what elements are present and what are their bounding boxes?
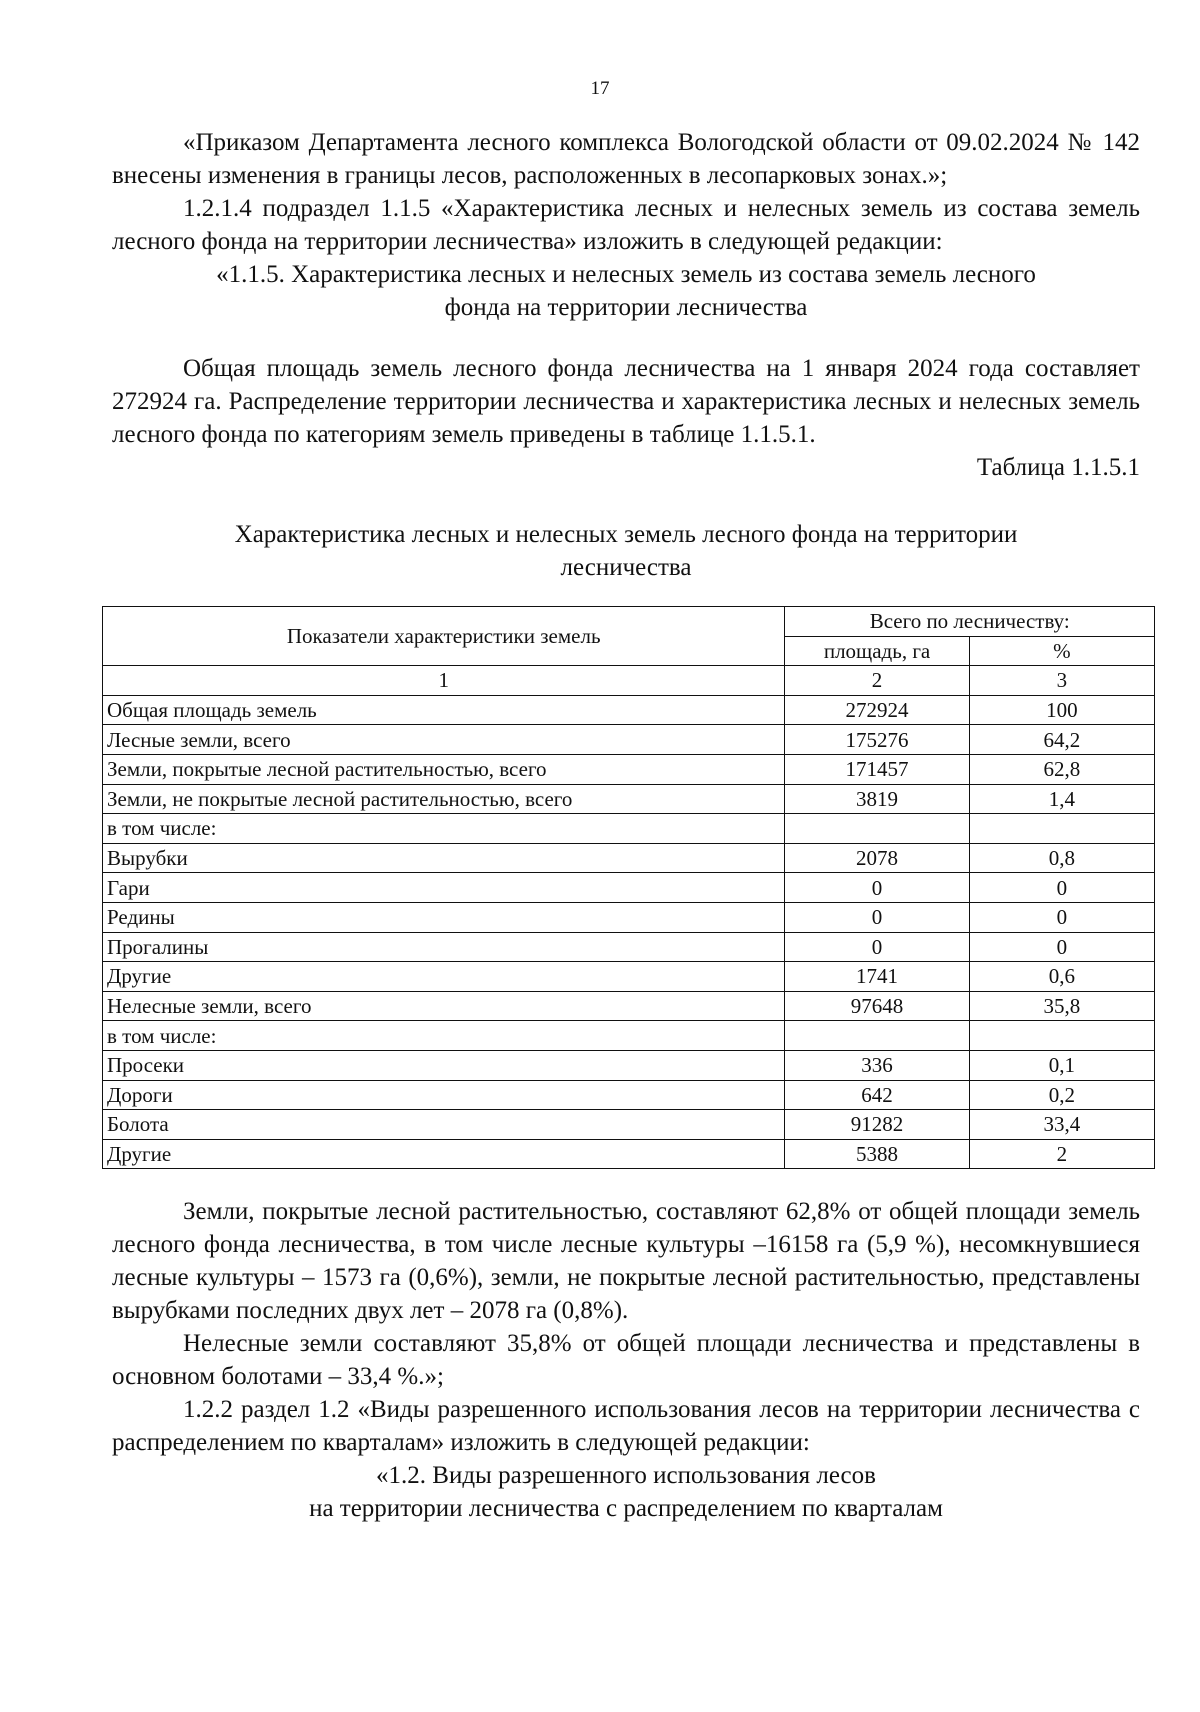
header-total: Всего по лесничеству: <box>785 607 1155 637</box>
row-area: 175276 <box>785 725 969 755</box>
table-row <box>103 902 1155 932</box>
row-percent: 0 <box>969 873 1154 903</box>
table-row <box>103 932 1155 962</box>
closing-heading-line2: на территории лесничества с распределением по кварталам <box>309 1495 943 1523</box>
row-area: 5388 <box>785 1139 969 1169</box>
table-title-line2: лесничества <box>560 554 692 581</box>
row-percent: 1,4 <box>969 784 1154 814</box>
row-area: 91282 <box>785 1110 969 1140</box>
header-area: площадь, га <box>785 636 969 666</box>
table-row <box>103 814 1155 844</box>
row-area: 336 <box>785 1050 969 1080</box>
row-percent: 33,4 <box>969 1110 1154 1140</box>
table-row <box>103 843 1155 873</box>
table-header-row <box>103 607 1155 637</box>
row-label: Дороги <box>103 1080 785 1110</box>
table-row <box>103 1080 1155 1110</box>
paragraph-non-forest: Нелесные земли составляют 35,8% от общей площади лесничества и представлены в основном болотами – 33,4 %.»; <box>112 1330 1140 1391</box>
row-label: в том числе: <box>103 814 785 844</box>
table-title-line1: Характеристика лесных и нелесных земель лесного фонда на территории <box>234 521 1018 548</box>
paragraph-total-area: Общая площадь земель лесного фонда лесничества на 1 января 2024 года составляет 272924 га. Распределение территории лесничества и характеристика лесных и нелесных земель лесного фонда по категориям земель приведены в таблице 1.1.5.1. <box>112 355 1140 448</box>
row-area: 2078 <box>785 843 969 873</box>
paragraph-order-note: «Приказом Департамента лесного комплекса Вологодской области от 09.02.2024 № 142 внесены изменения в границы лесов, расположенных в лесопарковых зонах.»; <box>112 129 1140 189</box>
table-row <box>103 1139 1155 1169</box>
row-percent: 35,8 <box>969 991 1154 1021</box>
row-label: Гари <box>103 873 785 903</box>
column-number: 1 <box>103 666 785 696</box>
page-number: 17 <box>590 78 610 99</box>
row-label: Земли, покрытые лесной растительностью, всего <box>103 754 785 784</box>
header-indicator: Показатели характеристики земель <box>103 607 785 666</box>
closing-heading-line1: «1.2. Виды разрешенного использования лесов <box>376 1462 876 1490</box>
row-label: Болота <box>103 1110 785 1140</box>
row-label: Общая площадь земель <box>103 695 785 725</box>
row-percent: 2 <box>969 1139 1154 1169</box>
row-label: Лесные земли, всего <box>103 725 785 755</box>
row-percent: 0,1 <box>969 1050 1154 1080</box>
table-row <box>103 873 1155 903</box>
row-label: Просеки <box>103 1050 785 1080</box>
row-area: 97648 <box>785 991 969 1021</box>
row-percent: 0,2 <box>969 1080 1154 1110</box>
row-area: 171457 <box>785 754 969 784</box>
paragraph-section-instruction: 1.2.2 раздел 1.2 «Виды разрешенного использования лесов на территории лесничества с распределением по кварталам» изложить в следующей редакции: <box>112 1396 1140 1457</box>
row-label: Нелесные земли, всего <box>103 991 785 1021</box>
row-area: 0 <box>785 902 969 932</box>
paragraph-forest-covered: Земли, покрытые лесной растительностью, составляют 62,8% от общей площади земель лесного фонда лесничества, в том числе лесные культуры –16158 га (5,9 %), несомкнувшиеся лесные культуры – 1573 га (0,6%), земли, не покрытые лесной растительностью, представлены вырубками последних двух лет – 2078 га (0,8%). <box>112 1198 1140 1325</box>
row-label: в том числе: <box>103 1021 785 1051</box>
row-area: 0 <box>785 873 969 903</box>
row-area: 272924 <box>785 695 969 725</box>
row-area <box>785 1021 969 1051</box>
table-row <box>103 1110 1155 1140</box>
row-label: Редины <box>103 902 785 932</box>
table-row <box>103 754 1155 784</box>
row-percent: 62,8 <box>969 754 1154 784</box>
row-percent <box>969 814 1154 844</box>
section-heading-line1: «1.1.5. Характеристика лесных и нелесных земель из состава земель лесного <box>216 261 1036 288</box>
row-percent: 100 <box>969 695 1154 725</box>
row-percent: 0,6 <box>969 962 1154 992</box>
table-row <box>103 784 1155 814</box>
row-percent: 0,8 <box>969 843 1154 873</box>
row-percent <box>969 1021 1154 1051</box>
row-percent: 64,2 <box>969 725 1154 755</box>
row-label: Прогалины <box>103 932 785 962</box>
table-row <box>103 962 1155 992</box>
row-area: 642 <box>785 1080 969 1110</box>
row-label: Земли, не покрытые лесной растительностью, всего <box>103 784 785 814</box>
table-label: Таблица 1.1.5.1 <box>976 454 1140 481</box>
table-row <box>103 695 1155 725</box>
table-row <box>103 725 1155 755</box>
row-area <box>785 814 969 844</box>
table-row <box>103 1021 1155 1051</box>
row-area: 3819 <box>785 784 969 814</box>
row-label: Другие <box>103 1139 785 1169</box>
table-column-number-row <box>103 666 1155 696</box>
row-area: 0 <box>785 932 969 962</box>
column-number: 3 <box>969 666 1154 696</box>
paragraph-subsection-instruction: 1.2.1.4 подраздел 1.1.5 «Характеристика лесных и нелесных земель из состава земель лесного фонда на территории лесничества» изложить в следующей редакции: <box>112 195 1140 255</box>
table-row <box>103 1050 1155 1080</box>
row-label: Вырубки <box>103 843 785 873</box>
column-number: 2 <box>785 666 969 696</box>
row-area: 1741 <box>785 962 969 992</box>
header-percent: % <box>969 636 1154 666</box>
row-percent: 0 <box>969 932 1154 962</box>
table-row <box>103 991 1155 1021</box>
document-body <box>107 126 1140 1525</box>
land-characteristics-table <box>102 606 1155 1169</box>
row-label: Другие <box>103 962 785 992</box>
section-heading-line2: фонда на территории лесничества <box>444 294 808 321</box>
row-percent: 0 <box>969 902 1154 932</box>
